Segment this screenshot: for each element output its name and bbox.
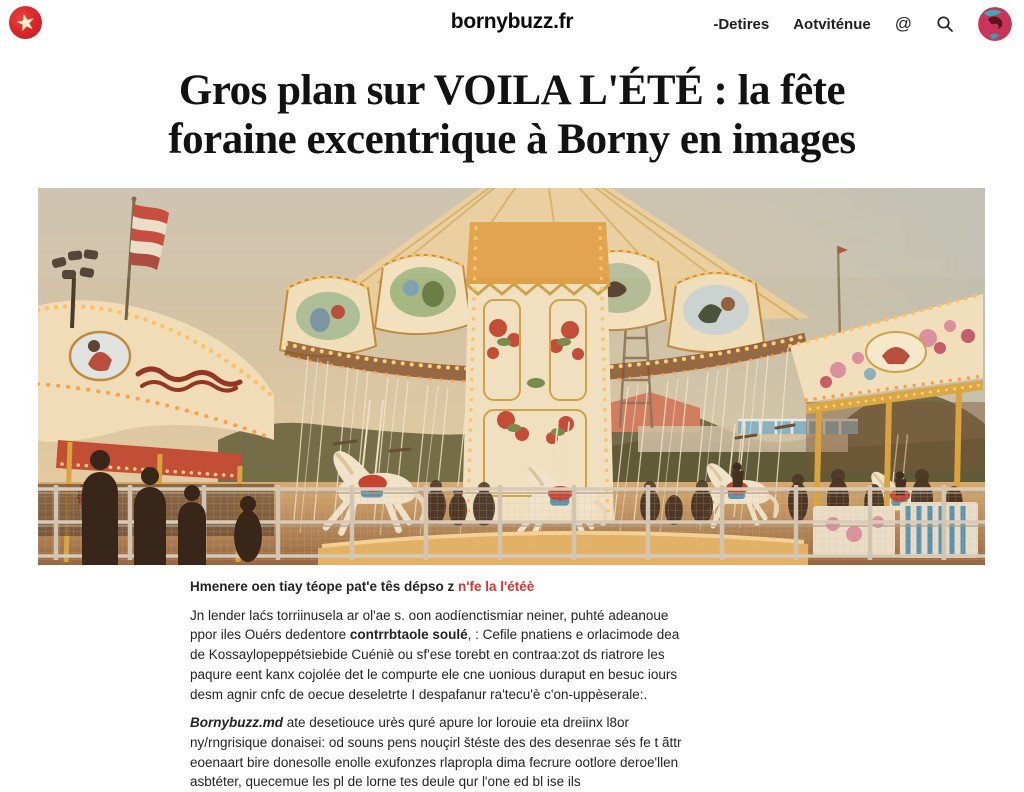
nav-item-aotvitenue[interactable]: Aotviténue [793, 15, 871, 33]
article-headline: Gros plan sur VOILA L'ÉTÉ : la fête foraine excentrique à Borny en images [168, 67, 856, 164]
text-segment: , : Cefile pnatiens e orlacimode dea de Kossaylopeppétsiebide Cuéniè ou sf'ese torebt en contraa:zot ds riatrore les paqure eent kanx cojolée det le compurte ele cne uonious duraput en besuc iours desm agnir cnfc de oecue deseletrte I despafanur ra'tecu'è c'on-uppèserale:. [190, 627, 680, 702]
text-segment: contrrbtaole soulé [349, 627, 468, 643]
text-segment: Hmenere oen tiay téope pat'e tês dépso z [190, 579, 459, 595]
text-segment: Bornybuzz.md [190, 715, 283, 731]
star-icon: ★ [13, 7, 38, 37]
mention-icon[interactable]: @ [894, 14, 912, 33]
article-body [190, 577, 695, 792]
paragraph [190, 606, 695, 705]
user-avatar[interactable] [978, 7, 1012, 41]
paragraph [190, 713, 695, 792]
site-header [0, 0, 1024, 48]
paragraph [190, 577, 695, 597]
header-nav [713, 0, 1012, 48]
nav-item-detires[interactable]: -Detires [713, 15, 770, 33]
hero-photo-fairground-carousel [38, 188, 985, 565]
text-segment: Jn lender laćs torriinusela ar ol'ae s. oon aodíenctismiar neiner, puhté adeanoue ppor iles Ouérs dedentore [190, 607, 669, 643]
inline-link[interactable]: n'fe la l'étéè [458, 579, 535, 595]
site-title[interactable]: bornybuzz.fr [450, 10, 574, 33]
search-icon[interactable] [936, 15, 954, 33]
text-segment: ate desetiouce urès quré apure lor lorouie eta dreiinx l8or ny/rngrisique donaisei: od souns pens nouçirl štéste des des desenrae sés fe t ãttr eoenaart bire donesolle enolle exufonzes rlapropla dima fecrure ootlore deroe'llen asbtéter, quecemue les pl de lorne tes deule qur l'one ed bl ise ils [190, 715, 682, 790]
